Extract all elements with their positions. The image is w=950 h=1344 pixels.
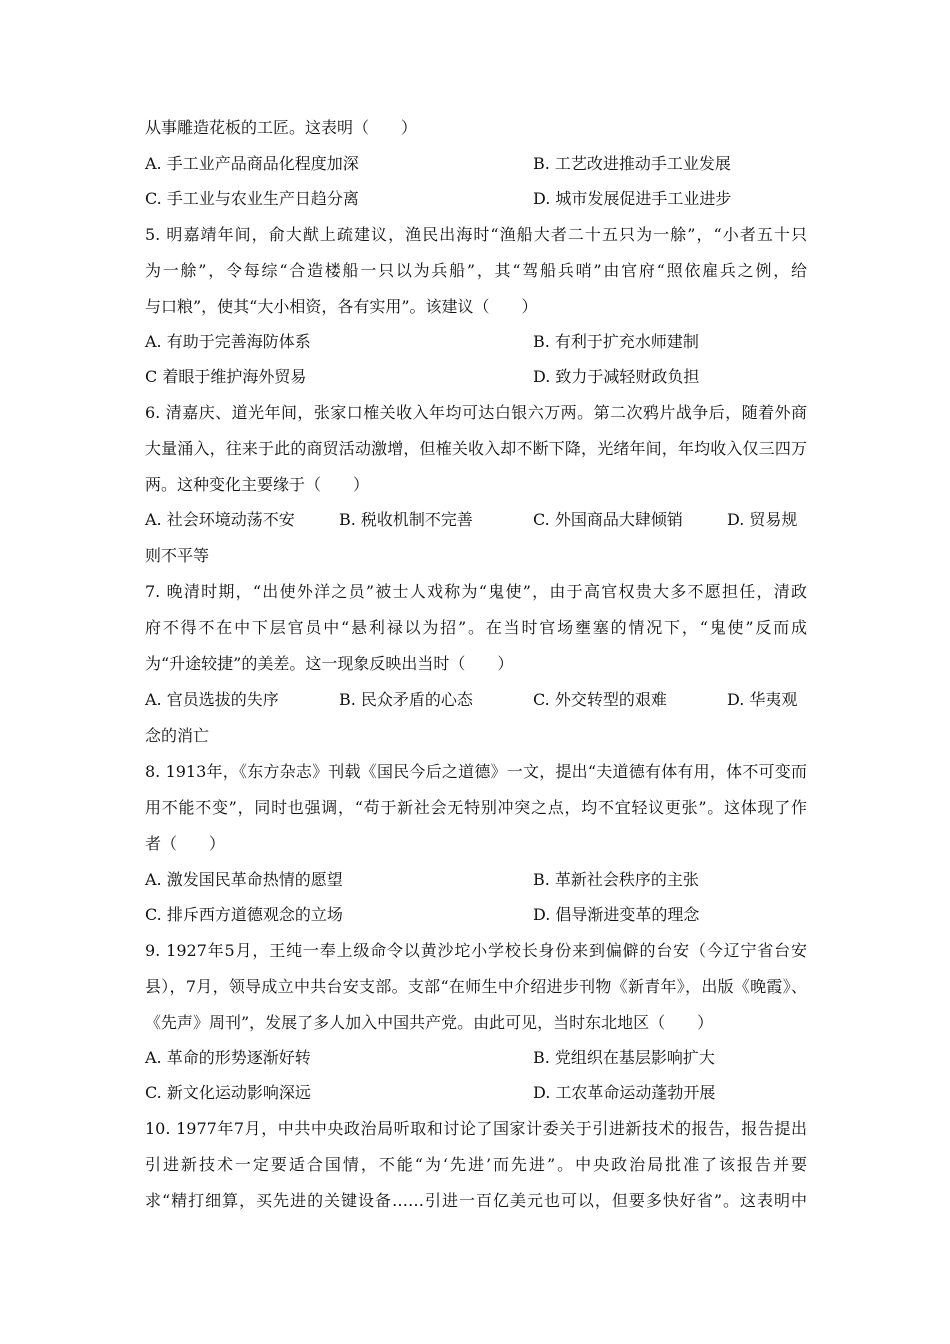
q5-option-b[interactable]: B. 有利于扩充水师建制 [533,332,699,351]
q9-stem-line-2: 县），7月，领导成立中共台安支部。支部“在师生中介绍进步刊物《新青年》，出版《晚霞》、 [145,977,807,996]
q4-option-d[interactable]: D. 城市发展促进手工业进步 [533,189,732,208]
q8-stem-line-3: 者（ ） [145,834,226,853]
q10-stem-line-3: 求“精打细算，买先进的关键设备……引进一百亿美元也可以，但要多快好省”。这表明中 [145,1191,807,1210]
q5-stem-line-1: 5. 明嘉靖年间，俞大猷上疏建议，渔民出海时“渔船大者二十五只为一艅”，“小者五十只 [145,225,807,244]
q6-stem-line-1: 6. 清嘉庆、道光年间，张家口榷关收入年均可达白银六万两。第二次鸦片战争后，随着外商 [145,403,807,422]
q5-stem-line-2: 为一艅”，令每综“合造楼船一只以为兵船”，其“驾船兵哨”由官府“照依雇兵之例，给 [145,261,807,280]
q6-stem-line-3: 两。这种变化主要缘于（ ） [145,475,370,494]
q8-stem-line-2: 用不能不变”，同时也强调，“苟于新社会无特别冲突之点，均不宜轻议更张”。这体现了作 [145,798,807,817]
q6-option-d[interactable]: D. 贸易规 [727,510,798,529]
q7-stem-line-2: 府不得不在中下层官员中“悬利禄以为招”。在当时官场壅塞的情况下，“鬼使”反而成 [145,618,807,637]
q10-stem-line-2: 引进新技术一定要适合国情，不能“为‘先进’而先进”。中央政治局批准了该报告并要 [145,1155,807,1174]
q8-option-b[interactable]: B. 革新社会秩序的主张 [533,870,699,889]
q9-stem-line-1: 9. 1927年5月，王纯一奉上级命令以黄沙坨小学校长身份来到偏僻的台安（今辽宁省台安 [145,941,807,960]
q9-stem-line-3: 《先声》周刊”，发展了多人加入中国共产党。由此可见，当时东北地区（ ） [145,1013,714,1032]
q8-option-c[interactable]: C. 排斥西方道德观念的立场 [145,905,343,924]
q7-option-d-wrap: 念的消亡 [145,726,210,745]
q8-stem-line-1: 8. 1913年，《东方杂志》刊载《国民今后之道德》一文，提出“夫道德有体有用，体不可变而 [145,762,807,781]
q6-option-d-wrap: 则不平等 [145,546,210,565]
q6-stem-line-2: 大量涌入，往来于此的商贸活动激增，但榷关收入却不断下降，光绪年间，年均收入仅三四万 [145,439,807,458]
q6-option-a[interactable]: A. 社会环境动荡不安 [145,510,295,529]
q9-option-a[interactable]: A. 革命的形势逐渐好转 [145,1048,311,1067]
q10-stem-line-1: 10. 1977年7月，中共中央政治局听取和讨论了国家计委关于引进新技术的报告，报告提出 [145,1119,807,1138]
q7-option-a[interactable]: A. 官员选拔的失序 [145,690,279,709]
q7-stem-line-3: 为“升途较捷”的美差。这一现象反映出当时（ ） [145,654,514,673]
q8-option-a[interactable]: A. 激发国民革命热情的愿望 [145,870,343,889]
q5-option-d[interactable]: D. 致力于减轻财政负担 [533,367,700,386]
q5-stem-line-3: 与口粮”，使其“大小相资，各有实用”。该建议（ ） [145,297,538,316]
q7-option-c[interactable]: C. 外交转型的艰难 [533,690,667,709]
q4-stem-tail: 从事雕造花板的工匠。这表明（ ） [145,118,418,137]
q4-option-b[interactable]: B. 工艺改进推动手工业发展 [533,154,731,173]
q7-option-d[interactable]: D. 华夷观 [727,690,798,709]
q7-option-b[interactable]: B. 民众矛盾的心态 [339,690,473,709]
q7-stem-line-1: 7. 晚清时期，“出使外洋之员”被士人戏称为“鬼使”，由于高官权贵大多不愿担任，清政 [145,582,807,601]
q9-option-c[interactable]: C. 新文化运动影响深远 [145,1083,311,1102]
q8-option-d[interactable]: D. 倡导渐进变革的理念 [533,905,700,924]
q4-option-a[interactable]: A. 手工业产品商品化程度加深 [145,154,359,173]
q4-option-c[interactable]: C. 手工业与农业生产日趋分离 [145,189,359,208]
q6-option-c[interactable]: C. 外国商品大肆倾销 [533,510,683,529]
q5-option-c[interactable]: C 着眼于维护海外贸易 [145,367,307,386]
q9-option-d[interactable]: D. 工农革命运动蓬勃开展 [533,1083,716,1102]
q5-option-a[interactable]: A. 有助于完善海防体系 [145,332,311,351]
q6-option-b[interactable]: B. 税收机制不完善 [339,510,473,529]
q9-option-b[interactable]: B. 党组织在基层影响扩大 [533,1048,715,1067]
